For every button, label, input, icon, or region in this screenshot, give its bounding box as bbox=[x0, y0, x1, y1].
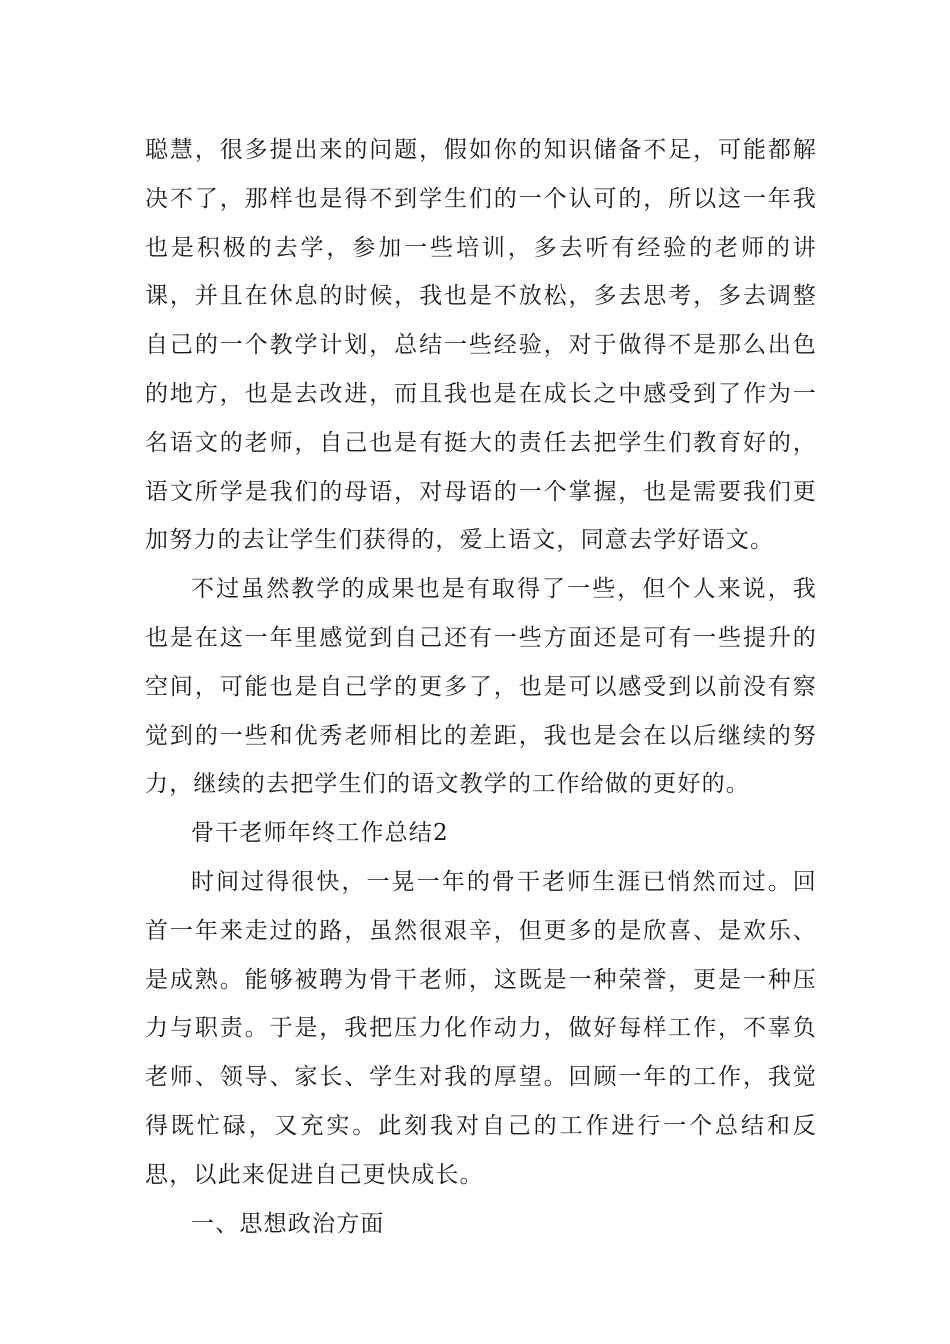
paragraph-intro: 时间过得很快，一晃一年的骨干老师生涯已悄然而过。回首一年来走过的路，虽然很艰辛，但更多的是欣喜、是欢乐、是成熟。能够被聘为骨干老师，这既是一种荣誉，更是一种压力与职责。于是，我把压力化作动力，做好每样工作，不辜负老师、领导、家长、学生对我的厚望。回顾一年的工作，我觉得既忙碌，又充实。此刻我对自己的工作进行一个总结和反思，以此来促进自己更快成长。 bbox=[145, 868, 817, 1188]
paragraph-continuation: 聪慧，很多提出来的问题，假如你的知识储备不足，可能都解决不了，那样也是得不到学生们的一个认可的，所以这一年我也是积极的去学，参加一些培训，多去听有经验的老师的讲课，并且在休息的时候，我也是不放松，多去思考，多去调整自己的一个教学计划，总结一些经验，对于做得不是那么出色的地方，也是去改进，而且我也是在成长之中感受到了作为一名语文的老师，自己也是有挺大的责任去把学生们教育好的，语文所学是我们的母语，对母语的一个掌握，也是需要我们更加努力的去让学生们获得的，爱上语文，同意去学好语文。 bbox=[145, 137, 817, 554]
section-title: 骨干老师年终工作总结2 bbox=[191, 820, 449, 847]
paragraph-reflection: 不过虽然教学的成果也是有取得了一些，但个人来说，我也是在这一年里感觉到自己还有一些方面还是可有一些提升的空间，可能也是自己学的更多了，也是可以感受到以前没有察觉到的一些和优秀老师相比的差距，我也是会在以后继续的努力，继续的去把学生们的语文教学的工作给做的更好的。 bbox=[145, 576, 817, 798]
document-body bbox=[145, 126, 817, 1248]
subsection-heading: 一、思想政治方面 bbox=[191, 1210, 385, 1237]
